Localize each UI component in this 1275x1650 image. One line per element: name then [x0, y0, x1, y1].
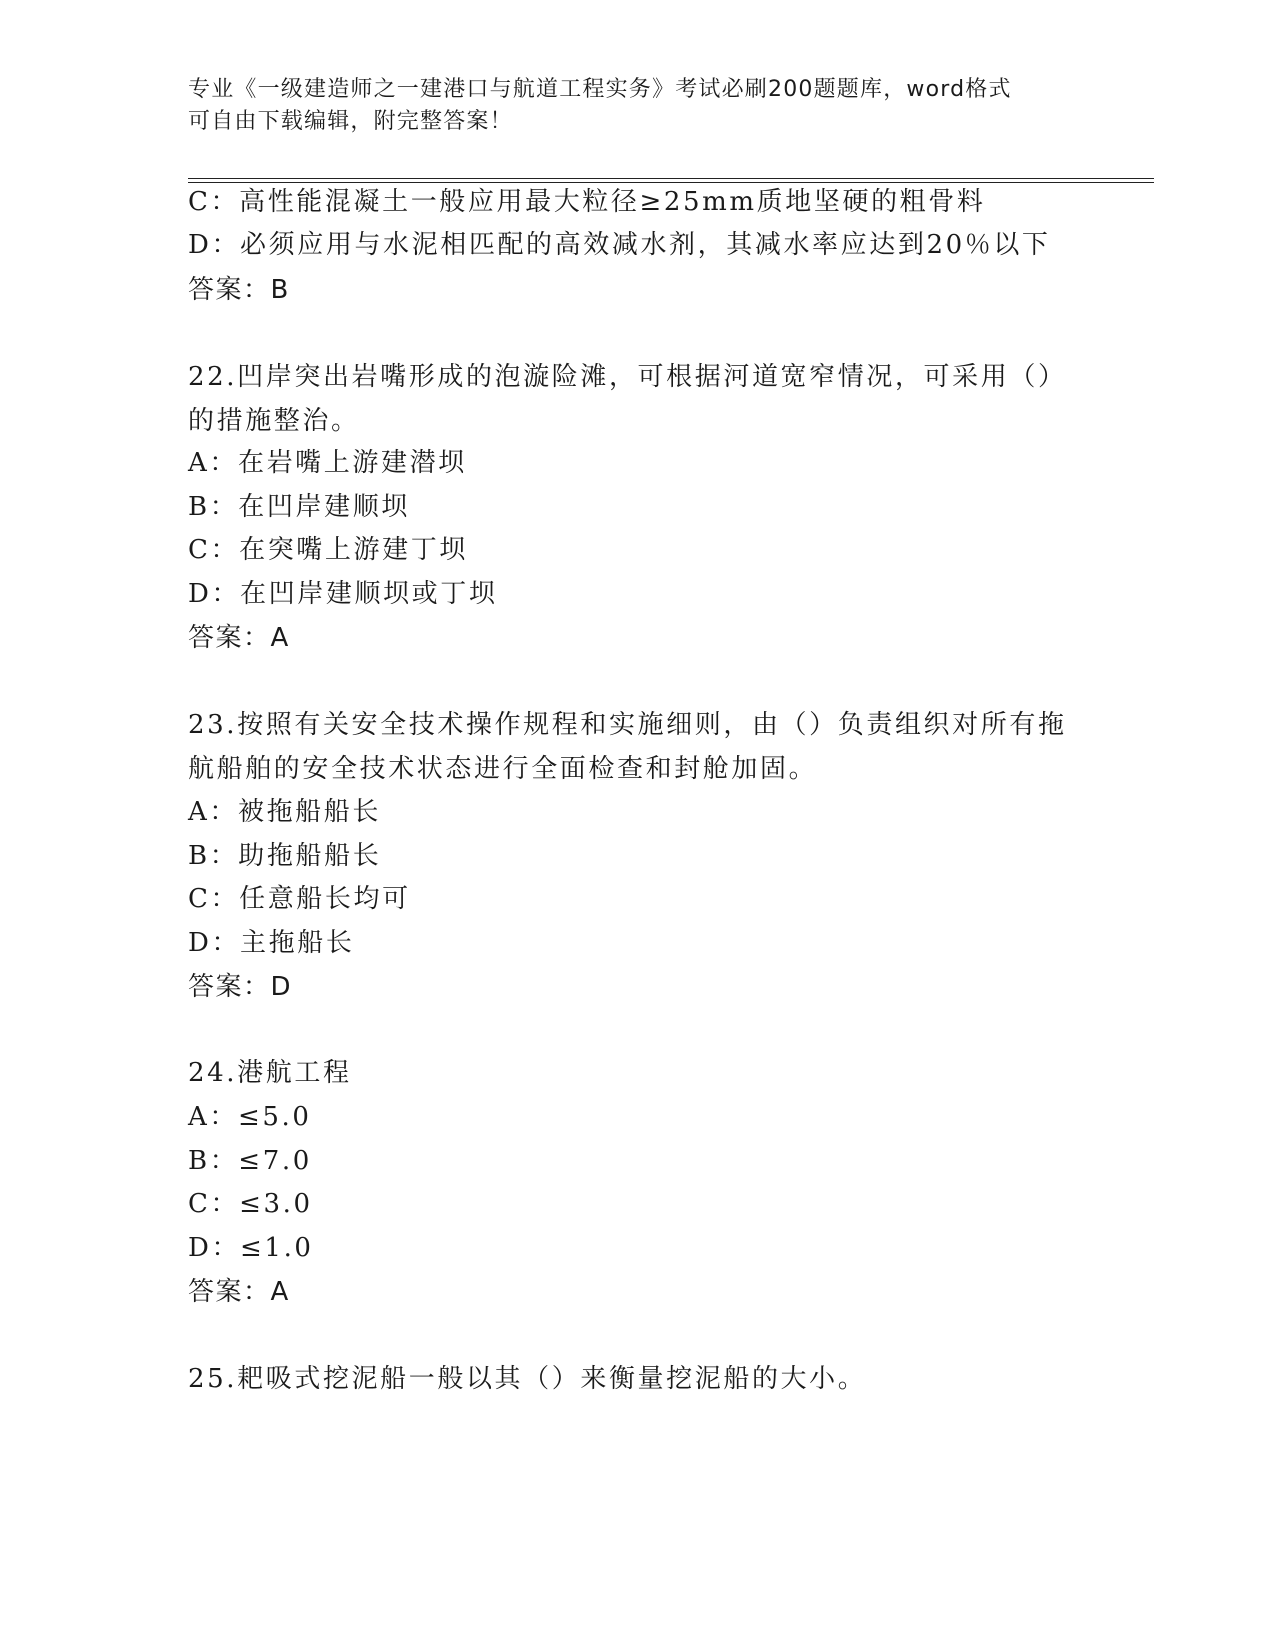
q25-stem-line-1: 25.耙吸式挖泥船一般以其（）来衡量挖泥船的大小。 — [188, 1364, 867, 1394]
header-title-line-2: 可自由下载编辑，附完整答案！ — [188, 109, 513, 134]
header-title-line-1: 专业《一级建造师之一建港口与航道工程实务》考试必刷200题题库，word格式 — [188, 77, 1012, 102]
q24-stem-line-1: 24.港航工程 — [188, 1058, 352, 1088]
q21-option-c: C：高性能混凝土一般应用最大粒径≥25mm质地坚硬的粗骨料 — [188, 187, 986, 217]
q22-stem-line-2: 的措施整治。 — [188, 406, 360, 436]
q21-answer: 答案：B — [188, 275, 290, 305]
q23-answer: 答案：D — [188, 972, 293, 1002]
q23-option-b: B：助拖船船长 — [188, 841, 382, 871]
q22-stem-line-1: 22.凹岸突出岩嘴形成的泡漩险滩，可根据河道宽窄情况，可采用（） — [188, 362, 1067, 392]
q22-option-a: A：在岩嘴上游建潜坝 — [188, 448, 467, 478]
q23-stem-line-2: 航船舶的安全技术状态进行全面检查和封舱加固。 — [188, 754, 818, 784]
q22-answer: 答案：A — [188, 623, 290, 653]
q23-stem-line-1: 23.按照有关安全技术操作规程和实施细则，由（）负责组织对所有拖 — [188, 710, 1067, 740]
header-divider — [188, 178, 1154, 183]
q24-option-d: D：≤1.0 — [188, 1233, 314, 1263]
q24-option-b: B：≤7.0 — [188, 1146, 312, 1176]
q21-option-d: D：必须应用与水泥相匹配的高效减水剂，其减水率应达到20％以下 — [188, 230, 1051, 260]
q22-option-c: C：在突嘴上游建丁坝 — [188, 535, 468, 565]
q24-option-a: A：≤5.0 — [188, 1102, 312, 1132]
q22-option-d: D：在凹岸建顺坝或丁坝 — [188, 579, 498, 609]
q23-option-d: D：主拖船长 — [188, 928, 355, 958]
q23-option-a: A：被拖船船长 — [188, 797, 381, 827]
q22-option-b: B：在凹岸建顺坝 — [188, 492, 410, 522]
document-header — [188, 74, 1068, 138]
q24-option-c: C：≤3.0 — [188, 1189, 313, 1219]
q24-answer: 答案：A — [188, 1277, 290, 1307]
q23-option-c: C：任意船长均可 — [188, 884, 411, 914]
